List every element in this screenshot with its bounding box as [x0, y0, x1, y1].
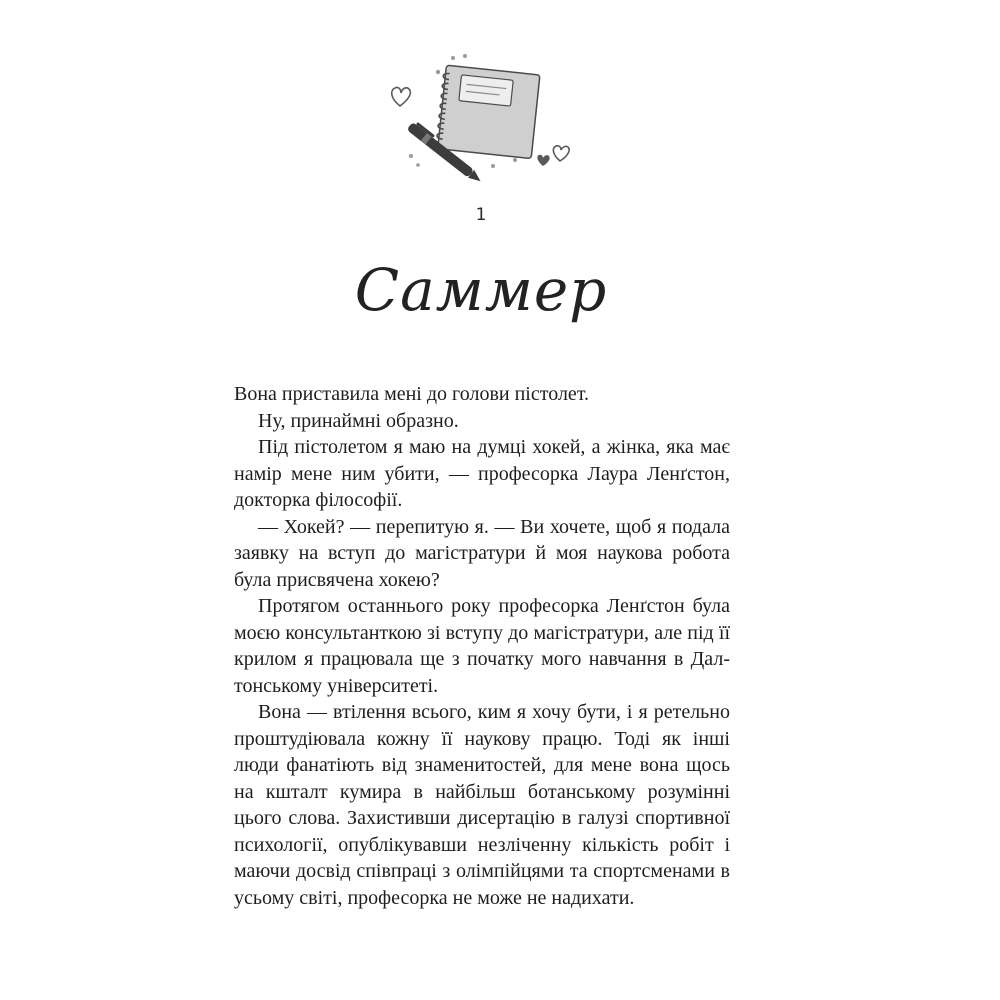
chapter-number: 1 [475, 205, 487, 225]
notebook-and-pen-icon [380, 48, 580, 188]
chapter-body [234, 381, 730, 911]
heart-outline-icon [553, 146, 569, 161]
paragraph: Вона приставила мені до голови пістолет. [234, 383, 590, 405]
paragraph: Під пістолетом я маю на думці хокей, а жінка, яка має намір мене ним убити, — професорка Лаура Ленґстон, докторка філософії. [234, 436, 730, 511]
chapter-title: Саммер [354, 256, 608, 324]
paragraph: — Хокей? — перепитую я. — Ви хочете, щоб я подала заявку на вступ до магістратури й моя наукова робота була присвячена хокею? [234, 515, 730, 591]
heart-outline-icon [392, 87, 411, 106]
paragraph: Ну, принаймні образно. [258, 409, 459, 432]
heart-icon [537, 155, 549, 166]
paragraph: Вона — втілення всього, ким я хочу бути, і я ретельно проштудіювала кожну її наукову працю. Тоді як інші люди фанатіють від знаменитостей, для мене вона щось на кшталт кумира в найбільш ботанському розумінні цього слова. Захистивши дисертацію в галузі спортивної психології, опублікувавши незліченну кількість робіт і маючи досвід співпраці з олімпійцями та спортсменами в усьому світі, професорка не може не надихати. [234, 701, 730, 909]
paragraph: Протягом останнього року професорка Ленґстон була моєю консультанткою зі вступу до магістратури, але під її крилом я працювала ще з початку мого навчання в Далтонському університеті. [234, 595, 730, 697]
